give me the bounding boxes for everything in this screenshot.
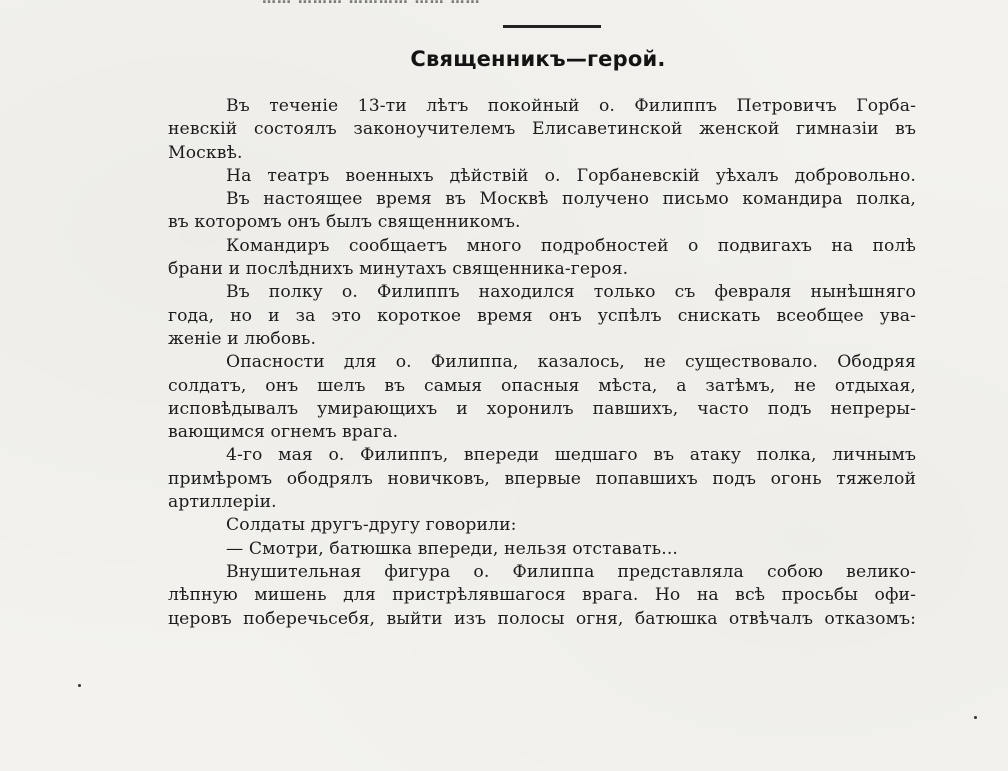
text-line: Въ теченіе 13-ти лѣтъ покойный о. Филиппъ Петровичъ Горба- [226, 96, 916, 116]
text-line: — Смотри, батюшка впереди, нельзя отставать... [226, 538, 678, 559]
text-line: Въ полку о. Филиппъ находился только съ февраля нынѣшняго [226, 282, 916, 303]
text-line: Солдаты другъ-другу говорили: [226, 515, 517, 536]
text-line: вающимся огнемъ врага. [168, 422, 399, 443]
text-line: невскій состоялъ законоучителемъ Елисаветинской женской гимназіи въ [168, 119, 916, 140]
text-line: примѣромъ ободрялъ новичковъ, впервые попавшихъ подъ огонь тяжелой [168, 468, 916, 489]
section-divider [503, 25, 601, 28]
text-line: Опасности для о. Филиппа, казалось, не существовало. Ободряя [226, 352, 916, 373]
text-line: На театръ военныхъ дѣйствій о. Горбаневскій уѣхалъ добровольно. [226, 165, 916, 186]
text-line: лѣпную мишень для пристрѣлявшагося врага. Но на всѣ просьбы офи- [168, 585, 916, 606]
text-line: солдатъ, онъ шелъ въ самыя опасныя мѣста, а затѣмъ, не отдыхая, [168, 375, 916, 396]
article-title: Священникъ—герой. [410, 47, 666, 71]
text-line: Командиръ сообщаетъ много подробностей о подвигахъ на полѣ [226, 235, 916, 256]
text-line: Въ настоящее время въ Москвѣ получено письмо командира полка, [226, 189, 916, 210]
cut-off-header-text [262, 0, 782, 7]
text-line: Москвѣ. [168, 142, 243, 163]
scan-speck [974, 716, 977, 719]
text-line: въ которомъ онъ былъ священникомъ. [168, 212, 521, 233]
text-line: женіе и любовь. [168, 328, 317, 349]
text-line: года, но и за это короткое время онъ успѣлъ снискать всеобщее ува- [168, 305, 916, 326]
text-line: церовъ поберечьсебя, выйти изъ полосы огня, батюшка отвѣчалъ отказомъ: [168, 608, 916, 629]
text-line: исповѣдывалъ умирающихъ и хоронилъ павшихъ, часто подъ непреры- [168, 398, 916, 419]
text-line: Внушительная фигура о. Филиппа представляла собою велико- [226, 561, 916, 582]
text-line: брани и послѣднихъ минутахъ священника-героя. [168, 259, 629, 280]
scan-speck [78, 684, 81, 687]
article-body [168, 95, 916, 631]
text-line: 4-го мая о. Филиппъ, впереди шедшаго въ атаку полка, личнымъ [226, 445, 916, 466]
text-line: артиллеріи. [168, 492, 277, 513]
